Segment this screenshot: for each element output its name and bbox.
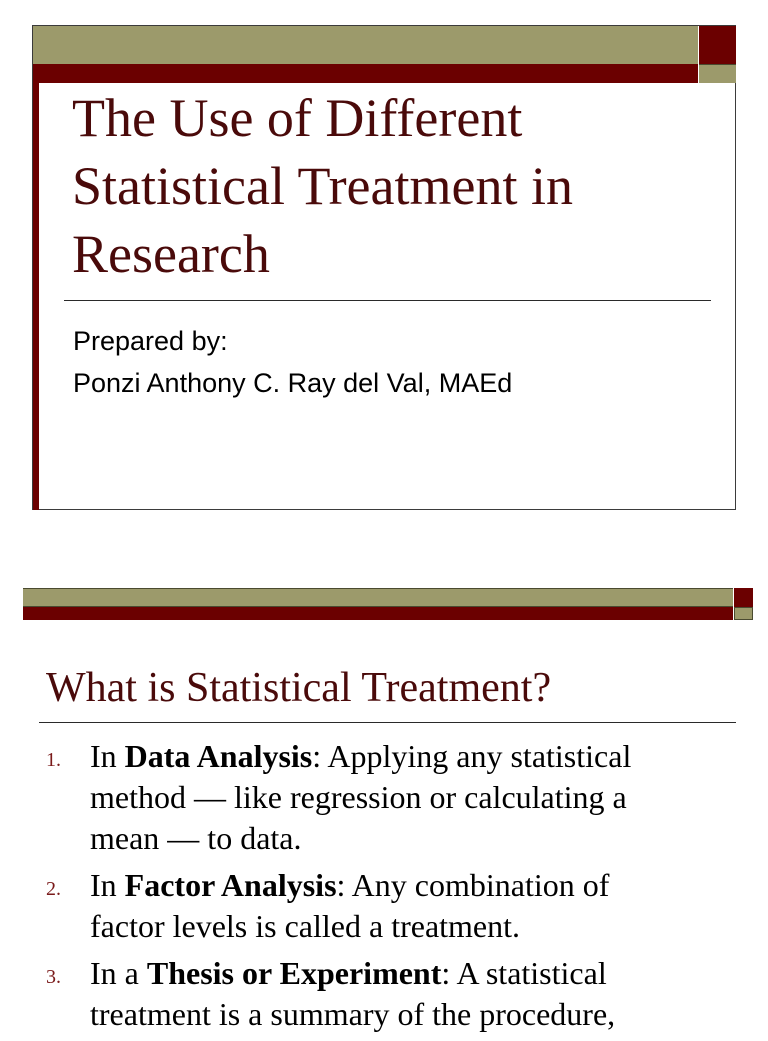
list-item-text <box>90 953 690 1035</box>
slide-title-line: The Use of Different <box>72 88 523 148</box>
corner-square-maroon <box>699 26 736 64</box>
list-item-number: 3. <box>46 966 61 988</box>
list-item <box>23 953 753 1035</box>
list-item-text <box>90 865 690 947</box>
prepared-by-label: Prepared by: <box>73 326 228 356</box>
heading-divider <box>39 722 736 723</box>
slide-title-line: Statistical Treatment in <box>72 156 573 216</box>
header-maroon-band <box>33 64 698 83</box>
title-divider <box>64 300 711 301</box>
list-item-number: 1. <box>46 749 61 771</box>
corner-square-olive <box>699 64 736 83</box>
title-slide <box>32 25 736 510</box>
corner-square-maroon <box>734 588 753 607</box>
item-term: Data Analysis <box>124 738 313 774</box>
item-text-line: : Applying any statistical <box>312 738 632 774</box>
header-olive-band <box>33 26 698 65</box>
slide-title-line: Research <box>72 224 270 284</box>
item-term: Factor Analysis <box>124 867 337 903</box>
left-accent-bar <box>33 83 39 510</box>
item-prefix: In <box>90 867 125 903</box>
list-item-number: 2. <box>46 878 61 900</box>
item-text-line: method — like regression or calculating a <box>90 779 627 815</box>
list-item <box>23 865 753 947</box>
subtitle-block <box>73 320 713 404</box>
item-text-line: mean — to data. <box>90 820 302 856</box>
item-text-line: : Any combination of <box>336 867 610 903</box>
header-maroon-band <box>23 607 733 620</box>
definition-list <box>23 736 753 1041</box>
item-text-line: treatment is a summary of the procedure, <box>90 996 616 1032</box>
slide-heading: What is Statistical Treatment? <box>46 665 552 711</box>
item-term: Thesis or Experiment <box>146 955 442 991</box>
item-text-line: : A statistical <box>441 955 607 991</box>
item-prefix: In <box>90 738 125 774</box>
list-item <box>23 736 753 859</box>
item-prefix: In a <box>90 955 147 991</box>
corner-square-olive <box>734 607 753 620</box>
item-text-line: factor levels is called a treatment. <box>90 908 521 944</box>
content-slide <box>23 588 753 1032</box>
list-item-text <box>90 736 690 859</box>
header-olive-band <box>23 588 733 607</box>
author-name: Ponzi Anthony C. Ray del Val, MAEd <box>73 368 513 398</box>
slide-title <box>72 84 712 288</box>
